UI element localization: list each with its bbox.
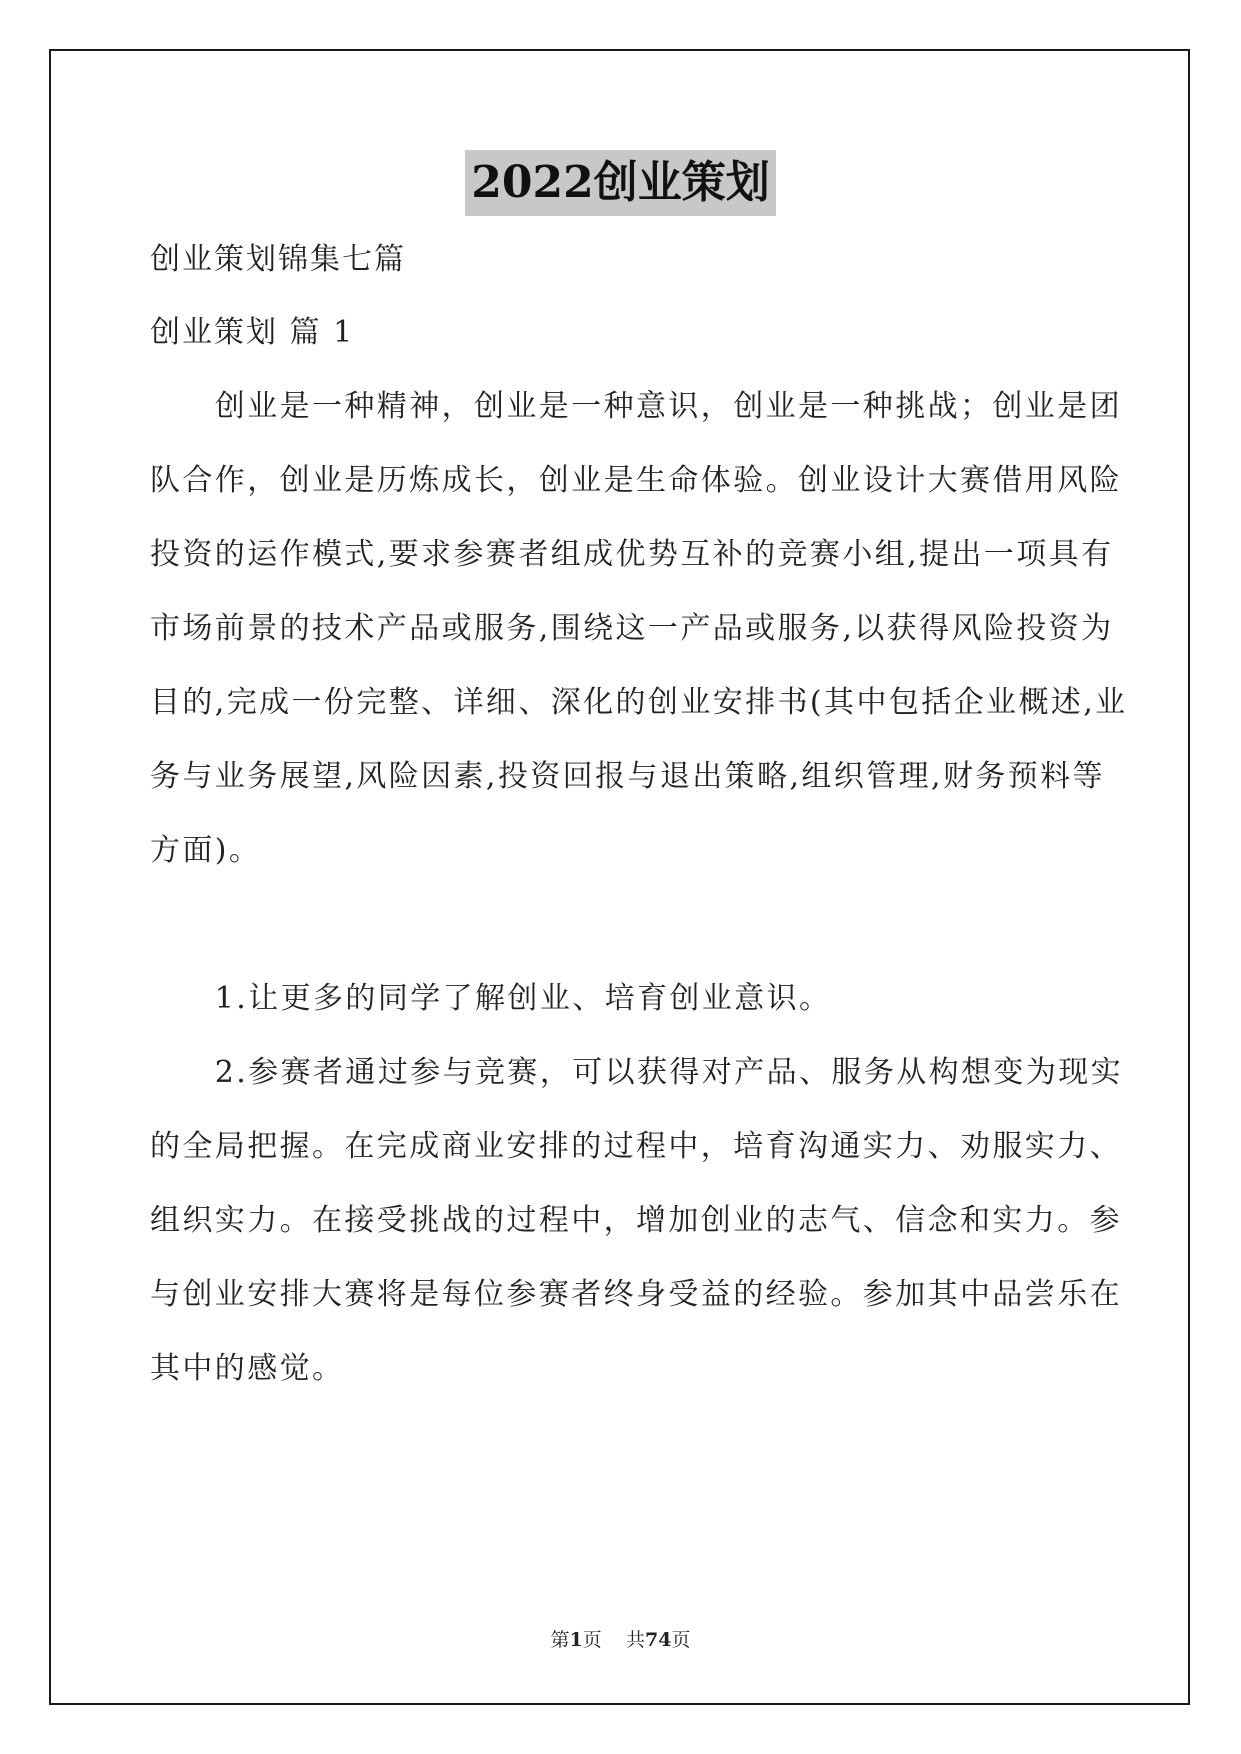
list-item: 1.让更多的同学了解创业、培育创业意识。 [150, 981, 832, 1016]
title-container [0, 150, 1241, 216]
paragraph-line: 2.参赛者通过参与竞赛，可以获得对产品、服务从构想变为现实 [150, 1055, 1124, 1090]
page-prefix: 第 [550, 1629, 570, 1651]
paragraph-line: 目的,完成一份完整、详细、深化的创业安排书(其中包括企业概述,业 [150, 685, 1128, 720]
page-border [49, 49, 1190, 1705]
section-heading: 创业策划 篇 1 [150, 315, 355, 350]
paragraph-line: 的全局把握。在完成商业安排的过程中，培育沟通实力、劝服实力、 [150, 1129, 1122, 1164]
paragraph-line: 其中的感觉。 [150, 1351, 345, 1386]
total-prefix: 共 [625, 1629, 645, 1651]
page-number: 1 [569, 1629, 583, 1651]
paragraph-line: 队合作，创业是历炼成长，创业是生命体验。创业设计大赛借用风险 [150, 463, 1122, 498]
paragraph-line: 务与业务展望,风险因素,投资回报与退出策略,组织管理,财务预料等 [150, 759, 1105, 794]
total-suffix: 页 [671, 1629, 691, 1651]
paragraph-line: 投资的运作模式,要求参赛者组成优势互补的竞赛小组,提出一项具有 [150, 537, 1114, 572]
page-footer [0, 1628, 1241, 1652]
total-pages: 74 [644, 1629, 672, 1651]
paragraph-line: 创业是一种精神，创业是一种意识，创业是一种挑战；创业是团 [150, 389, 1122, 424]
paragraph-line: 市场前景的技术产品或服务,围绕这一产品或服务,以获得风险投资为 [150, 611, 1114, 646]
paragraph-line: 方面)。 [150, 833, 262, 868]
paragraph-line: 与创业安排大赛将是每位参赛者终身受益的经验。参加其中品尝乐在 [150, 1277, 1122, 1312]
paragraph-line: 组织实力。在接受挑战的过程中，增加创业的志气、信念和实力。参 [150, 1203, 1122, 1238]
document-subtitle: 创业策划锦集七篇 [150, 242, 406, 277]
document-title: 2022创业策划 [465, 150, 775, 216]
page-suffix: 页 [582, 1629, 602, 1651]
